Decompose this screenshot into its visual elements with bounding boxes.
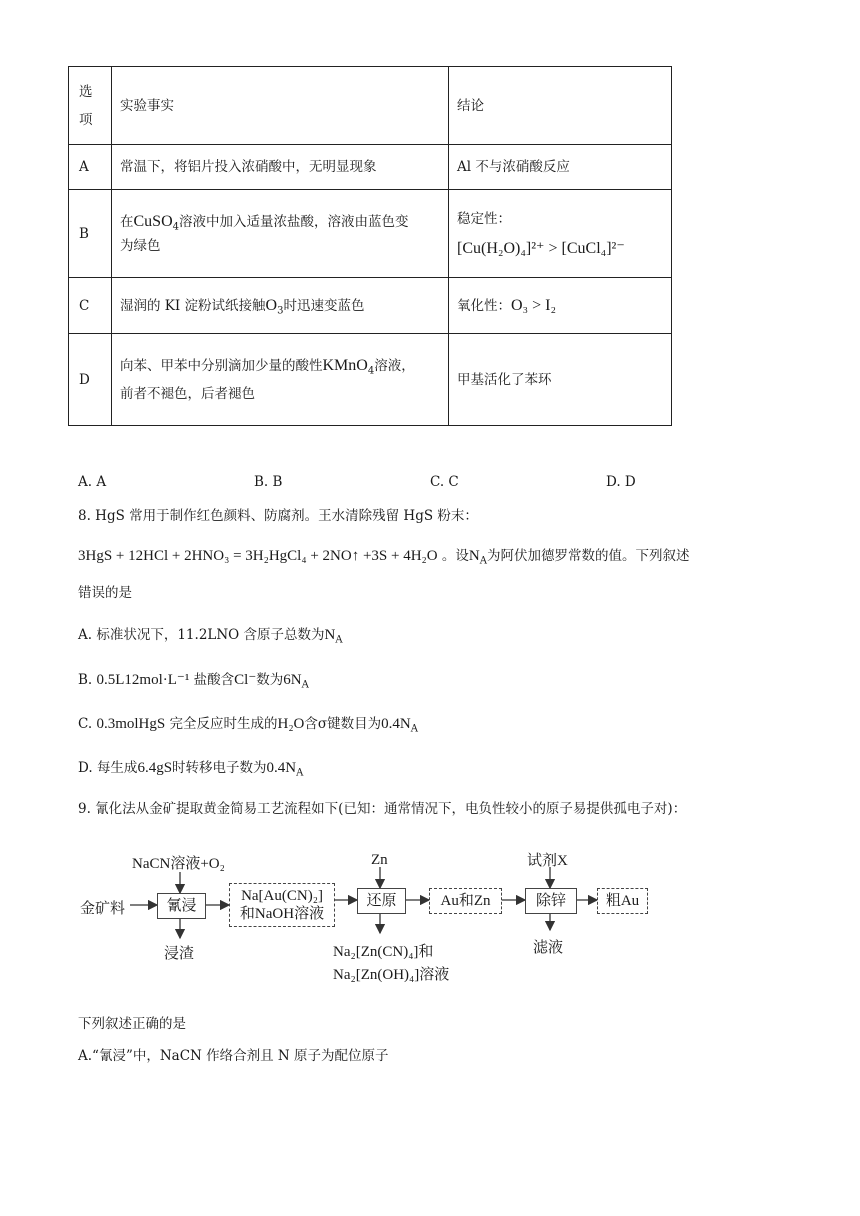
row-key: A [69,145,112,190]
flow-box-crude-au: 粗Au [597,888,648,914]
flow-box-reduction: 还原 [357,888,406,914]
flow-box-au-zn: Au和Zn [429,888,502,914]
header-option: 选项 [69,67,112,145]
q7-option-b: B. B [254,474,283,490]
row-key: C [69,278,112,334]
flow-box-cyanide-leach: 氰浸 [157,893,206,919]
flow-out3-line2: Na₂[Zn(OH)₄]溶液 [333,967,450,983]
flow-box-zinc-removal: 除锌 [525,888,577,914]
q8-equation-line: 3HgS + 12HCl + 2HNO₃ = 3H₂HgCl₄ + 2NO↑ +3S + 4H₂O 。设$N_A$为阿伏加德罗常数的值。下列叙述 [78,548,690,567]
q7-option-a: A. A [78,474,107,490]
q7-option-d: D. D [606,474,636,490]
flow-box-au-solution: Na[Au(CN)₂] 和NaOH溶液 [229,883,335,927]
q8-stem-line3: 错误的是 [78,585,132,601]
q8-option-b: B. 0.5L12mol·L⁻¹ 盐酸含Cl⁻数为$6N_A$ [78,672,309,691]
stability-formula: [Cu(H₂O)₄]²⁺ > [CuCl₄]²⁻ [457,239,625,257]
q8-equation: 3HgS + 12HCl + 2HNO₃ = 3H₂HgCl₄ + 2NO↑ +3S + 4H₂O [78,548,438,564]
q7-option-c: C. C [430,474,459,490]
row-key: B [69,190,112,278]
row-conclusion: 氧化性：O₃ > I₂ [449,278,672,334]
row-fact: 在CuSO$_4$溶液中加入适量浓盐酸，溶液由蓝色变 为绿色 [112,190,449,278]
header-conclusion: 结论 [449,67,672,145]
flow-reagent-x: 试剂X [527,853,568,869]
q8-option-a: A. 标准状况下，11.2LNO 含原子总数为$N_A$ [78,627,343,646]
q8-option-c: C. 0.3molHgS 完全反应时生成的H₂O含σ键数目为$0.4N_A$ [78,716,418,735]
flow-out3-line1: Na₂[Zn(CN)₄]和 [333,944,434,960]
flow-reagent-zn: Zn [371,852,388,868]
flow-residue: 浸渣 [164,946,195,962]
row-conclusion: 甲基活化了苯环 [449,334,672,426]
q8-option-d: D. 每生成6.4gS时转移电子数为$0.4N_A$ [78,760,304,779]
q8-stem: 8. HgS 常用于制作红色颜料、防腐剂。王水清除残留 HgS 粉末： [78,508,478,524]
row-conclusion: 稳定性： [Cu(H₂O)₄]²⁺ > [CuCl₄]²⁻ [449,190,672,278]
flow-input: 金矿料 [80,901,126,917]
row-fact: 湿润的 KI 淀粉试纸接触$O_3$时迅速变蓝色 [112,278,449,334]
row-key: D [69,334,112,426]
row-fact: 向苯、甲苯中分别滴加少量的酸性KMnO$_4$溶液， 前者不褪色，后者褪色 [112,334,449,426]
q9-stem: 9. 氰化法从金矿提取黄金简易工艺流程如下(已知：通常情况下，电负性较小的原子易提供孤电子对)： [78,801,687,817]
flow-reagent1: NaCN溶液+O₂ [132,856,225,872]
q9-prompt: 下列叙述正确的是 [78,1016,186,1032]
q9-option-a: A.“氰浸”中，NaCN 作络合剂且 N 原子为配位原子 [78,1048,389,1064]
flow-filtrate: 滤液 [533,940,564,956]
row-conclusion: Al 不与浓硝酸反应 [449,145,672,190]
header-fact: 实验事实 [112,67,449,145]
row-fact: 常温下，将铝片投入浓硝酸中，无明显现象 [112,145,449,190]
